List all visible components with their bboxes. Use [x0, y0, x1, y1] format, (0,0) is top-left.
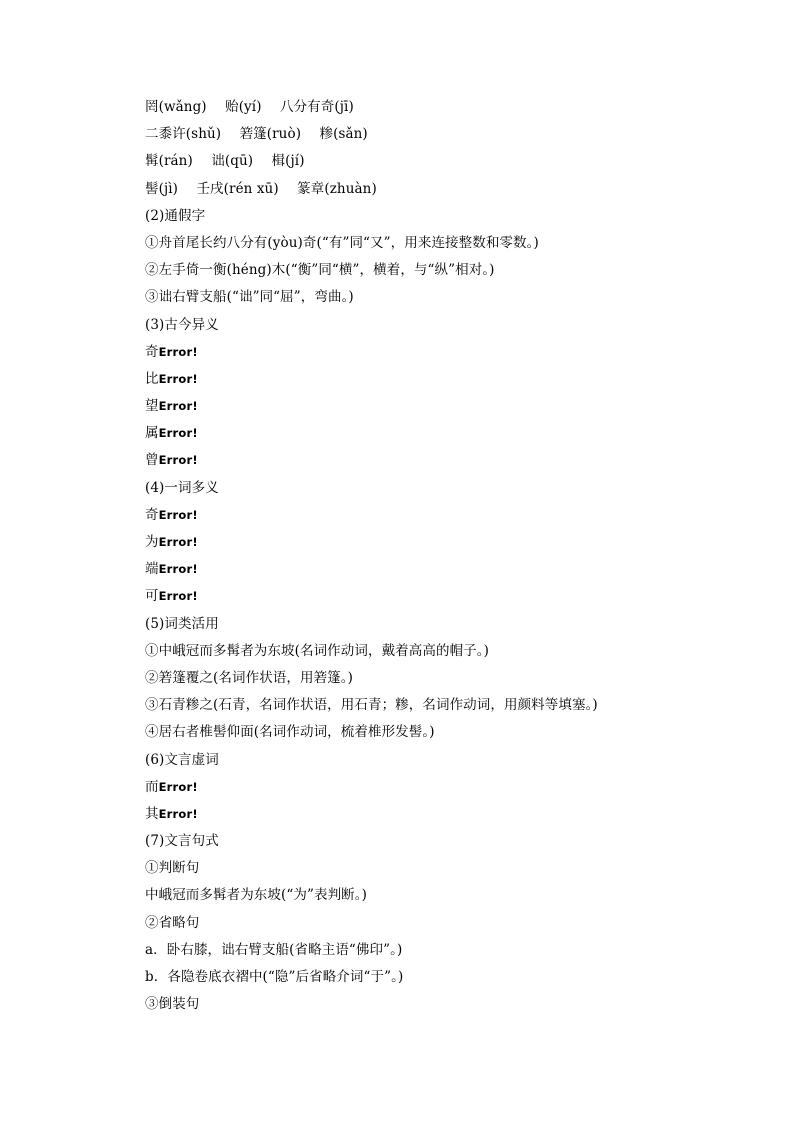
pronunciation-row-4	[145, 176, 745, 203]
error-text: Error!	[158, 371, 198, 386]
duoyi-item	[145, 529, 745, 556]
error-text: Error!	[158, 399, 198, 414]
error-text: Error!	[158, 344, 198, 359]
shenglue-example-a: a．卧右膝，诎右臂支船(省略主语“佛印”。)	[145, 941, 403, 958]
pron-item: 诎(qū)	[211, 153, 254, 170]
gujin-word: 比	[145, 370, 159, 387]
huoyong-item: ③石青糁之(石青，名词作状语，用石青；糁，名词作动词，用颜料等填塞。)	[145, 697, 598, 714]
pron-item: 髯(rán)	[145, 153, 193, 170]
pron-item: 罔(wǎng)	[145, 99, 207, 115]
pron-item: 八分有奇(jī)	[279, 99, 354, 115]
duoyi-word: 奇	[145, 506, 159, 523]
pron-item: 髻(jì)	[145, 180, 179, 197]
shenglue-heading: ②省略句	[145, 914, 200, 931]
xuci-item	[145, 774, 745, 801]
xuci-word: 其	[145, 805, 159, 822]
section-heading-tongjia: (2)通假字	[145, 207, 206, 224]
section-heading-jushi: (7)文言句式	[145, 833, 219, 850]
section-heading-gujin: (3)古今异义	[145, 316, 219, 333]
section-heading-huoyong: (5)词类活用	[145, 615, 219, 632]
pron-item: 篆章(zhuàn)	[297, 180, 377, 197]
gujin-item	[145, 393, 745, 420]
error-text: Error!	[158, 779, 198, 794]
error-text: Error!	[158, 507, 198, 522]
panduan-heading: ①判断句	[145, 860, 200, 877]
pronunciation-row-2	[145, 121, 745, 148]
error-text: Error!	[158, 535, 198, 549]
shenglue-example-b: b．各隐卷底衣褶中(“隐”后省略介词“于”。)	[145, 969, 404, 985]
pron-item: 箬篷(ruò)	[239, 126, 302, 143]
gujin-word: 奇	[145, 343, 159, 360]
gujin-item	[145, 339, 745, 366]
duoyi-item	[145, 556, 745, 583]
notes-body	[145, 94, 745, 1018]
error-text: Error!	[158, 426, 198, 441]
duoyi-word: 为	[145, 534, 159, 550]
gujin-word: 望	[145, 398, 159, 415]
daozhuang-heading: ③倒装句	[145, 996, 200, 1013]
error-text: Error!	[158, 562, 198, 577]
duoyi-item	[145, 502, 745, 529]
gujin-word: 属	[145, 425, 159, 442]
gujin-item	[145, 420, 745, 447]
pron-item: 糁(sǎn)	[319, 126, 368, 143]
gujin-item	[145, 447, 745, 474]
panduan-example: 中峨冠而多髯者为东坡(“为”表判断。)	[145, 887, 367, 904]
section-heading-duoyi: (4)一词多义	[145, 479, 219, 496]
tongjia-item: ①舟首尾长约八分有(yòu)奇(“有”同“又”，用来连接整数和零数。)	[145, 234, 539, 251]
xuci-item	[145, 801, 745, 828]
duoyi-word: 可	[145, 588, 159, 605]
duoyi-item	[145, 583, 745, 610]
duoyi-word: 端	[145, 561, 159, 578]
pron-item: 贻(yí)	[225, 99, 262, 115]
huoyong-item: ①中峨冠而多髯者为东坡(名词作动词，戴着高高的帽子。)	[145, 642, 489, 659]
huoyong-item: ②箬篷覆之(名词作状语，用箬篷。)	[145, 669, 353, 686]
error-text: Error!	[158, 453, 198, 468]
section-heading-xuci: (6)文言虚词	[145, 751, 219, 768]
pronunciation-row-1	[145, 94, 745, 121]
pron-item: 壬戌(rén xū)	[196, 180, 279, 197]
xuci-word: 而	[145, 778, 159, 795]
pron-item: 楫(jí)	[271, 153, 305, 170]
tongjia-item: ②左手倚一衡(héng)木(“衡”同“横”，横着，与“纵”相对。)	[145, 262, 495, 279]
pron-item: 二黍许(shǔ)	[145, 126, 222, 143]
huoyong-item: ④居右者椎髻仰面(名词作动词，梳着椎形发髻。)	[145, 724, 435, 741]
tongjia-item: ③诎右臂支船(“诎”同“屈”，弯曲。)	[145, 289, 354, 306]
error-text: Error!	[158, 589, 198, 604]
error-text: Error!	[158, 806, 198, 821]
gujin-item	[145, 366, 745, 393]
gujin-word: 曾	[145, 452, 159, 469]
pronunciation-row-3	[145, 148, 745, 175]
